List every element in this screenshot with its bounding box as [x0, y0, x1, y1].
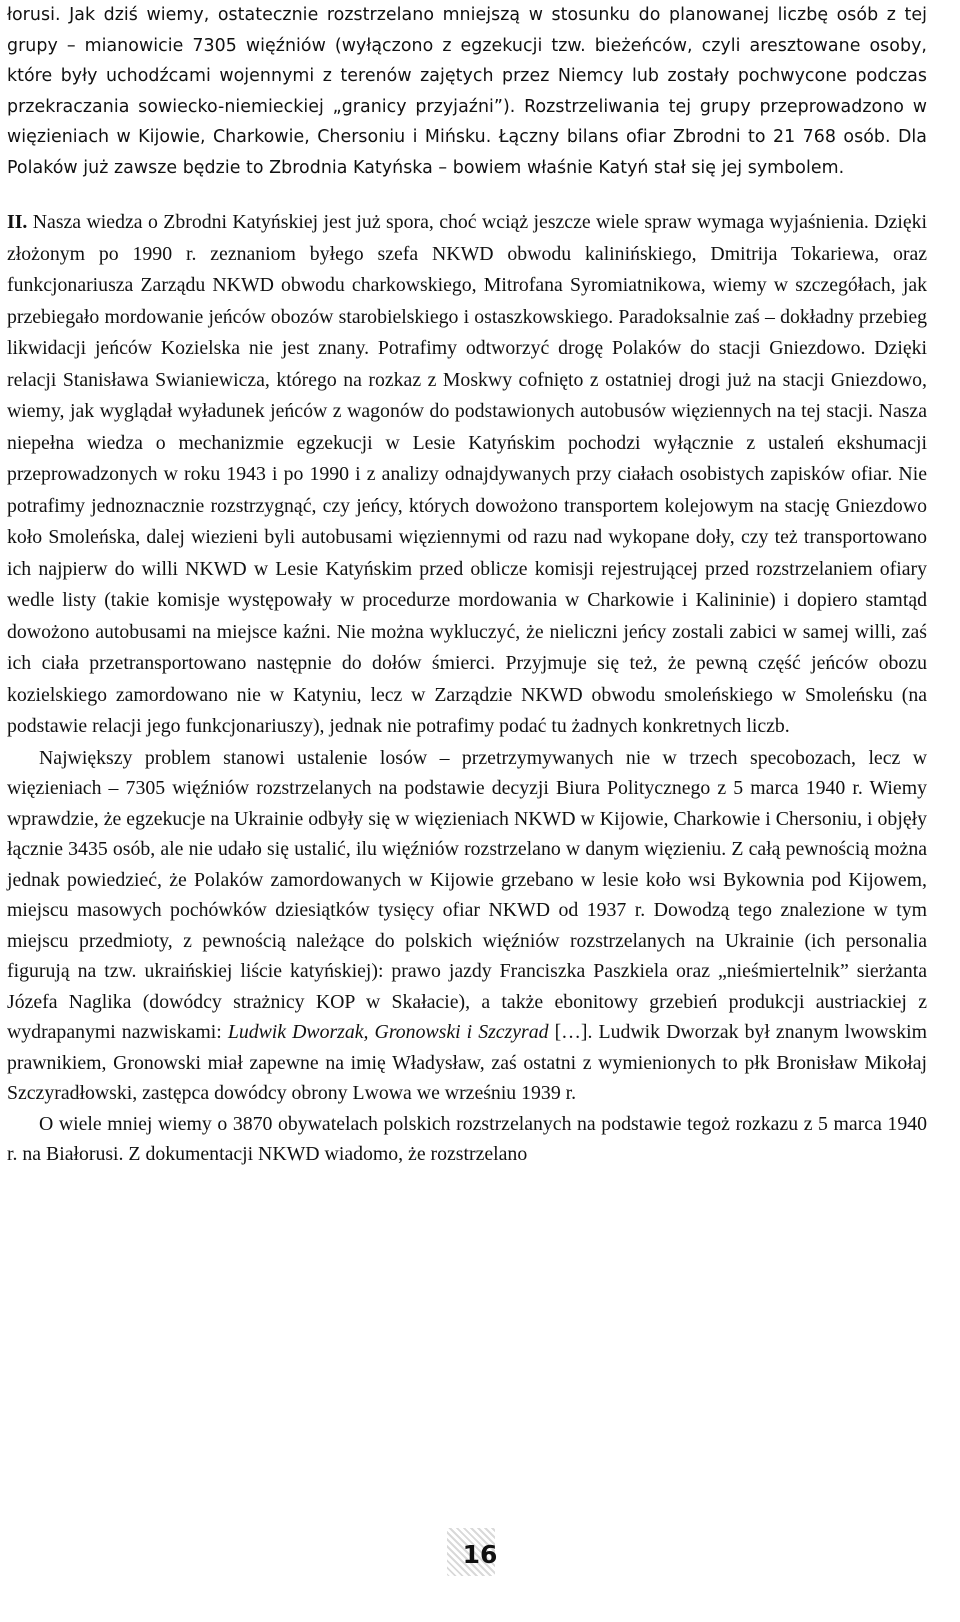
- paragraph-1: łorusi. Jak dziś wiemy, ostatecznie rozstrzelano mniejszą w stosunku do planowanej liczbę osób z tej grupy – mianowicie 7305 więźniów (wyłączono z egzekucji tzw. bieżeńców, czyli aresztowane osoby, które były uchodźcami wojennymi z terenów zajętych przez Niemcy lub zostały pochwycone podczas przekraczania sowiecko-niemieckiej „granicy przyjaźni”). Rozstrzeliwania tej grupy przeprowadzono w więzieniach w Kijowie, Charkowie, Chersoniu i Mińsku. Łączny bilans ofiar Zbrodni to 21 768 osób. Dla Polaków już zawsze będzie to Zbrodnia Katyńska – bowiem właśnie Katyń stał się jej symbolem.: [7, 5, 927, 178]
- paragraph-4: O wiele mniej wiemy o 3870 obywatelach polskich rozstrzelanych na podstawie tegoż rozkazu z 5 marca 1940 r. na Białorusi. Z dokumentacji NKWD wiadomo, że rozstrzelano: [7, 1112, 927, 1165]
- paragraph-3-text-a: Największy problem stanowi ustalenie losów – przetrzymywanych nie w trzech specobozach, lecz w więzieniach – 7305 więźniów rozstrzelanych na podstawie decyzji Biura Politycznego z 5 marca 1940 r. Wiemy wprawdzie, że egzekucje na Ukrainie odbyły się w więzieniach NKWD w Kijowie, Charkowie i Chersoniu, i objęły łącznie 3435 osób, ale nie udało się ustalić, ilu więźniów rozstrzelano w danym więzieniu. Z całą pewnością można jednak powiedzieć, że Polaków zamordowanych w Kijowie grzebano w lesie koło wsi Bykownia pod Kijowem, miejscu masowych pochówków dziesiątków tysięcy ofiar NKWD od 1937 r. Dowodzą tego znalezione w tym miejscu przedmioty, z pewnością należące do polskich więźniów rozstrzelanych na Ukrainie (ich personalia figurują na tzw. ukraińskiej liście katyńskiej): prawo jazdy Franciszka Paszkiela oraz „nieśmiertelnik” sierżanta Józefa Naglika (dowódcy strażnicy KOP w Skałacie), a także ebonitowy grzebień produkcji austriackiej z wydrapanymi nazwiskami:: [7, 746, 927, 1043]
- paragraph-3-italic-names: Ludwik Dworzak, Gronowski i Szczyrad: [227, 1021, 549, 1043]
- section-numeral: II.: [7, 211, 28, 233]
- paragraph-2-text: Nasza wiedza o Zbrodni Katyńskiej jest już spora, choć wciąż jeszcze wiele spraw wymaga wyjaśnienia. Dzięki złożonym po 1990 r. zeznaniom byłego szefa NKWD obwodu kalinińskiego, Dmitrija Tokariewa, oraz funkcjonariusza Zarządu NKWD obwodu charkowskiego, Mitrofana Syromiatnikowa, wiemy w szczegółach, jak przebiegało mordowanie jeńców obozów starobielskiego i ostaszkowskiego. Paradoksalnie zaś – dokładny przebieg likwidacji jeńców Kozielska nie jest znany. Potrafimy odtworzyć drogę Polaków do stacji Gniezdowo. Dzięki relacji Stanisława Swianiewicza, którego na rozkaz z Moskwy cofnięto z ostatniej drogi już na stacji Gniezdowo, wiemy, jak wyglądał wyładunek jeńców z wagonów do podstawionych autobusów więziennych na tej stacji. Nasza niepełna wiedza o mechanizmie egzekucji w Lesie Katyńskim pochodzi wyłącznie z ustaleń ekshumacji przeprowadzonych w roku 1943 i po 1990 i z analizy odnajdywanych przy ciałach osobistych zapisków ofiar. Nie potrafimy jednoznacznie rozstrzygnąć, czy jeńcy, których dowożono transportem kolejowym na stację Gniezdowo koło Smoleńska, dalej wiezieni byli autobusami więziennymi od razu nad wykopane doły, czy też transportowano ich najpierw do willi NKWD w Lesie Katyńskim przed oblicze komisji rejestrującej przed rozstrzelaniem ofiary wedle listy (takie komisje występowały w procedurze mordowania w Charkowie i Kalininie) i dopiero stamtąd dowożono autobusami na miejsce kaźni. Nie można wykluczyć, że nieliczni jeńcy zostali zabici w samej willi, zaś ich ciała przetransportowano następnie do dołów śmierci. Przyjmuje się też, że pewną część jeńców obozu kozielskiego zamordowano nie w Katyniu, lecz w Zarządzie NKWD obwodu smoleńskiego w Smoleńsku (na podstawie relacji jego funkcjonariuszy), jednak nie potrafimy podać tu żadnych konkretnych liczb.: [7, 211, 927, 737]
- paragraph-3-text-b: […]. Ludwik Dworzak był znanym lwowskim prawnikiem, Gronowski miał zapewne na imię Władysław, zaś ostatni z wymienionych to płk Bronisław Mikołaj Szczyradłowski, zastępca dowódcy obrony Lwowa we wrześniu 1939 r.: [7, 1021, 928, 1104]
- document-page: [7, 0, 927, 1170]
- paragraph-2: [7, 207, 927, 743]
- paragraph-3: [7, 743, 927, 1109]
- page-number: 16: [462, 1540, 498, 1569]
